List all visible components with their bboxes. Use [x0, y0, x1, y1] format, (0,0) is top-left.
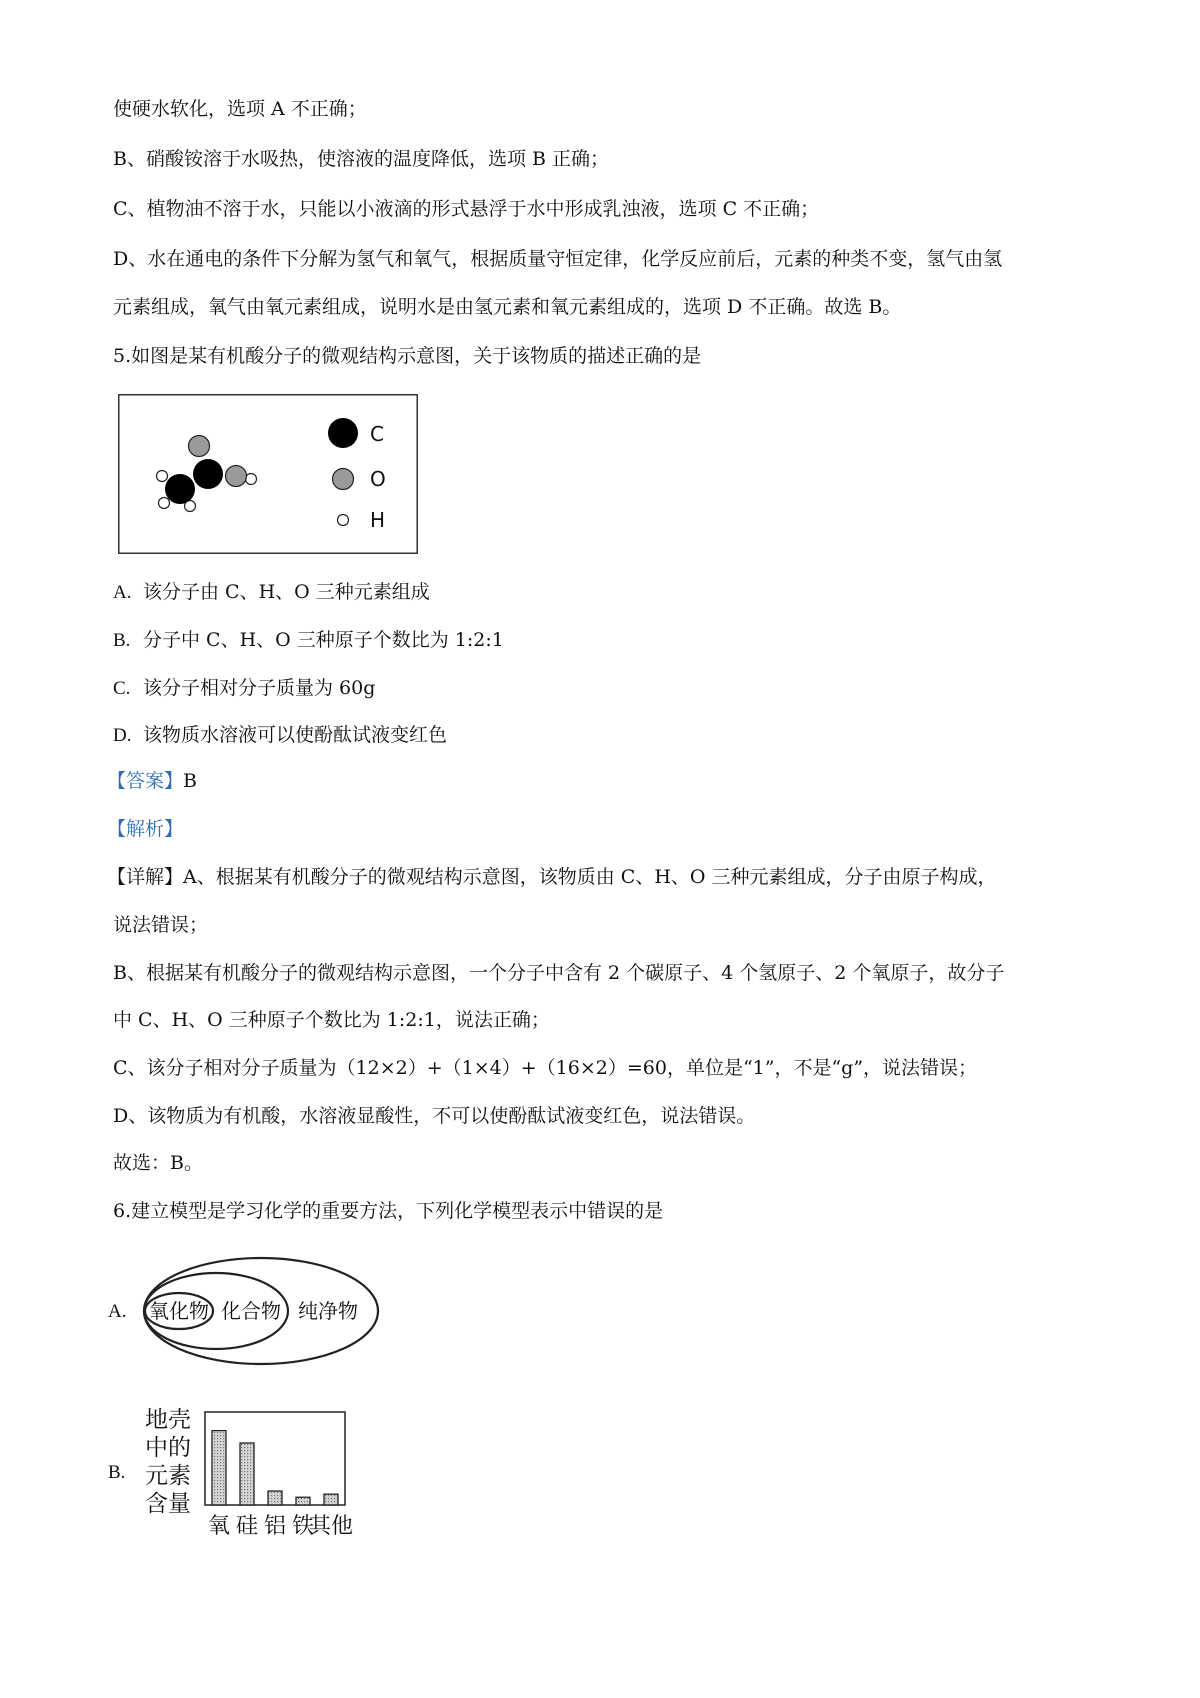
conclusion-line: 故选：B。 — [113, 1152, 203, 1174]
bar-2 — [240, 1443, 254, 1505]
carbon-atom — [193, 459, 223, 489]
chart-ylabel — [145, 1407, 191, 1517]
detail-a-line-2: 说法错误； — [113, 914, 209, 936]
option-text: 该分子相对分子质量为 60g — [143, 677, 376, 699]
question-5-stem: 5.如图是某有机酸分子的微观结构示意图，关于该物质的描述正确的是 — [113, 345, 702, 367]
detail-b-line-2: 中 C、H、O 三种原子个数比为 1:2:1，说法正确； — [113, 1009, 550, 1031]
option-letter: B. — [113, 630, 131, 651]
hydrogen-atom — [157, 471, 168, 482]
option-c — [113, 675, 375, 702]
hydrogen-atom — [159, 498, 170, 509]
detail-a-line-1 — [107, 864, 997, 890]
option-letter: C. — [113, 678, 131, 699]
ylabel-line: 地壳 — [145, 1407, 191, 1433]
legend-hydrogen-icon — [338, 515, 349, 526]
answer-line — [107, 768, 197, 794]
pure-substance-label: 纯净物 — [298, 1299, 358, 1323]
option-d — [113, 722, 447, 749]
compound-label: 化合物 — [221, 1299, 281, 1323]
detail-d-line: D、该物质为有机酸，水溶液显酸性，不可以使酚酞试液变红色，说法错误。 — [113, 1105, 756, 1127]
x-tick-label: 铁 — [291, 1514, 315, 1537]
prev-option-d-explanation-2: 元素组成，氧气由氧元素组成，说明水是由氢元素和氧元素组成的，选项 D 不正确。故选 B。 — [113, 296, 902, 318]
x-tick-label: 硅 — [235, 1514, 259, 1537]
bar-1 — [212, 1431, 226, 1505]
chart-x-labels — [208, 1514, 353, 1537]
detail-b-line-1: B、根据某有机酸分子的微观结构示意图，一个分子中含有 2 个碳原子、4 个氢原子、2 个氧原子，故分子 — [113, 962, 1005, 984]
question-6-stem: 6.建立模型是学习化学的重要方法，下列化学模型表示中错误的是 — [113, 1200, 664, 1222]
option-text: 该分子由 C、H、O 三种元素组成 — [143, 581, 430, 603]
option-letter: A. — [113, 582, 132, 603]
answer-value: B — [183, 770, 197, 792]
legend-hydrogen-label: H — [370, 508, 386, 532]
ylabel-line: 中的 — [145, 1435, 191, 1461]
bar-5 — [324, 1494, 338, 1505]
x-tick-label: 铝 — [263, 1514, 287, 1537]
q6-option-a-letter: A. — [108, 1301, 127, 1322]
q6-option-b-letter: B. — [108, 1462, 126, 1483]
option-letter: D. — [113, 725, 132, 746]
oxygen-atom — [189, 436, 210, 457]
legend-oxygen-icon — [333, 469, 354, 490]
legend-carbon-icon — [328, 418, 358, 448]
option-b — [113, 627, 504, 654]
detail-a-text: A、根据某有机酸分子的微观结构示意图，该物质由 C、H、O 三种元素组成，分子由原子构成， — [183, 866, 997, 888]
prev-option-a-end: 使硬水软化，选项 A 不正确； — [113, 98, 367, 120]
ylabel-line: 含量 — [145, 1491, 191, 1517]
x-tick-label: 其他 — [308, 1514, 354, 1537]
prev-option-c-explanation: C、植物油不溶于水，只能以小液滴的形式悬浮于水中形成乳浊液，选项 C 不正确； — [113, 198, 820, 220]
carbon-atom — [165, 474, 195, 504]
option-a — [113, 579, 430, 606]
chart-bars — [212, 1431, 338, 1505]
oxide-label: 氧化物 — [149, 1299, 209, 1323]
bar-4 — [296, 1497, 310, 1505]
detail-tag: 【详解】 — [107, 866, 184, 888]
oxygen-atom — [226, 466, 247, 487]
hydrogen-atom — [246, 474, 257, 485]
prev-option-d-explanation-1: D、水在通电的条件下分解为氢气和氧气，根据质量守恒定律，化学反应前后，元素的种类不变，氢气由氢 — [113, 248, 1003, 270]
legend-carbon-label: C — [370, 422, 384, 446]
option-text: 该物质水溶液可以使酚酞试液变红色 — [143, 724, 448, 746]
substance-classification-diagram — [141, 1254, 386, 1374]
detail-c-line: C、该分子相对分子质量为（12×2）+（1×4）+（16×2）=60，单位是“1”，不是“g”，说法错误； — [113, 1057, 978, 1079]
analysis-tag: 【解析】 — [107, 818, 184, 840]
analysis-line — [107, 816, 183, 842]
molecule-structure-diagram — [118, 394, 418, 554]
ylabel-line: 元素 — [145, 1463, 191, 1489]
option-text: 分子中 C、H、O 三种原子个数比为 1:2:1 — [143, 629, 504, 651]
x-tick-label: 氧 — [207, 1514, 231, 1537]
bar-3 — [268, 1491, 282, 1505]
prev-option-b-explanation: B、硝酸铵溶于水吸热，使溶液的温度降低，选项 B 正确； — [113, 148, 610, 170]
crust-element-chart — [145, 1402, 355, 1537]
answer-tag: 【答案】 — [107, 770, 184, 792]
legend-oxygen-label: O — [370, 467, 386, 491]
